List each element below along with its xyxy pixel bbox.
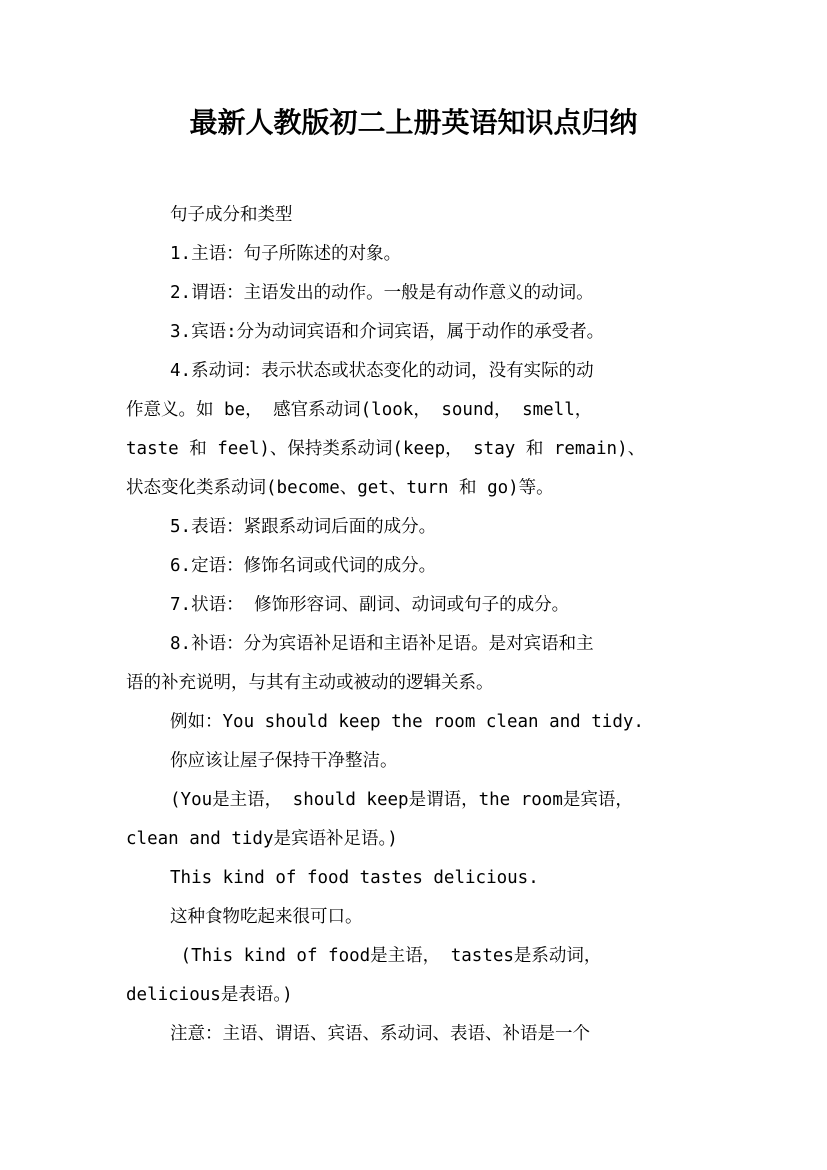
paragraph-line: 6.定语：修饰名词或代词的成分。	[170, 556, 437, 576]
paragraph-line: 例如：You should keep the room clean and tidy.	[170, 712, 644, 732]
paragraph-line: 语的补充说明，与其有主动或被动的逻辑关系。	[126, 673, 494, 693]
paragraph-line: 注意：主语、谓语、宾语、系动词、表语、补语是一个	[170, 1024, 590, 1044]
paragraph-line: 3.宾语:分为动词宾语和介词宾语，属于动作的承受者。	[170, 322, 605, 342]
paragraph-line: 这种食物吃起来很可口。	[170, 907, 363, 927]
paragraph-line: 5.表语：紧跟系动词后面的成分。	[170, 517, 437, 537]
paragraph-line: clean and tidy是宾语补足语。)	[126, 829, 398, 849]
document-body	[126, 196, 726, 1054]
paragraph-line: 4.系动词：表示状态或状态变化的动词，没有实际的动	[170, 361, 594, 381]
paragraph-line: 8.补语：分为宾语补足语和主语补足语。是对宾语和主	[170, 634, 594, 654]
paragraph-line: 状态变化类系动词(become、get、turn 和 go)等。	[126, 478, 554, 498]
document-title: 最新人教版初二上册英语知识点归纳	[189, 106, 638, 139]
paragraph-line: taste 和 feel)、保持类系动词(keep， stay 和 remain)、	[126, 439, 646, 459]
paragraph-line: 你应该让屋子保持干净整洁。	[170, 751, 398, 771]
paragraph-line: 2.谓语：主语发出的动作。一般是有动作意义的动词。	[170, 283, 594, 303]
paragraph-line: This kind of food tastes delicious.	[170, 868, 539, 888]
paragraph-line: (This kind of food是主语， tastes是系动词，	[170, 946, 602, 966]
paragraph-line: (You是主语， should keep是谓语，the room是宾语，	[170, 790, 633, 810]
paragraph-line: delicious是表语。)	[126, 985, 293, 1005]
paragraph-line: 句子成分和类型	[170, 205, 293, 225]
paragraph-line: 作意义。如 be， 感官系动词(look， sound， smell，	[126, 400, 593, 420]
paragraph-line: 1.主语：句子所陈述的对象。	[170, 244, 402, 264]
paragraph-line: 7.状语： 修饰形容词、副词、动词或句子的成分。	[170, 595, 570, 615]
